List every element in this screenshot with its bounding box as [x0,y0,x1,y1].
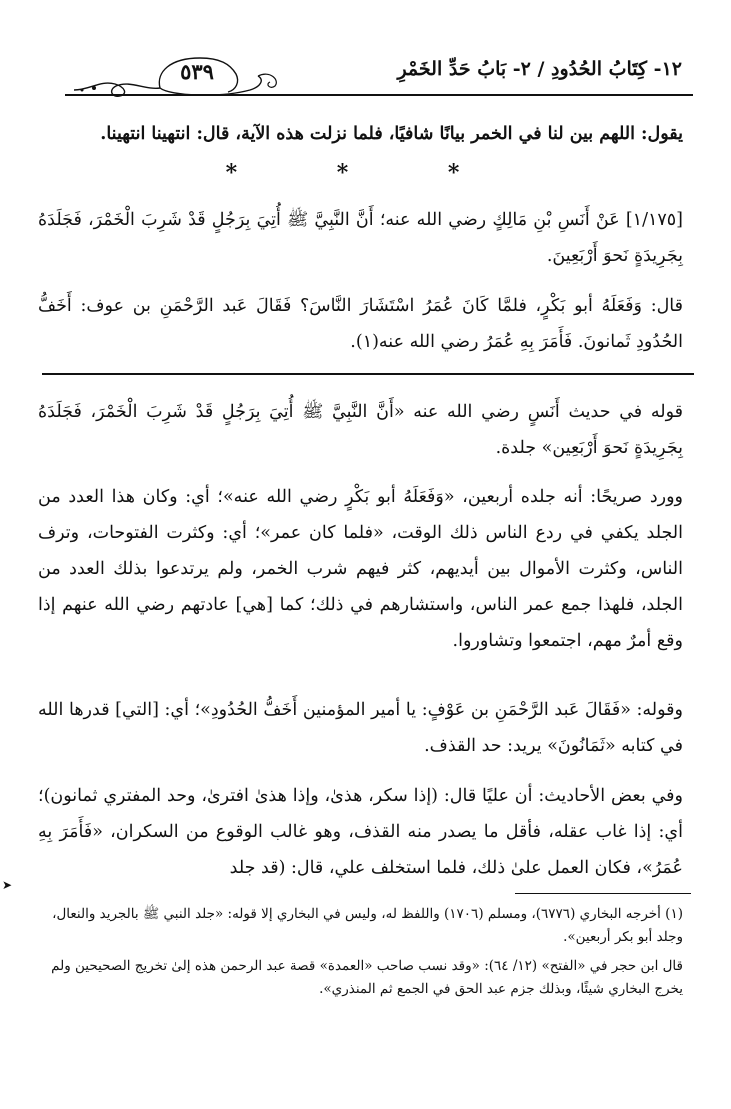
hadith-text: [١/١٧٥] عَنْ أَنَسِ بْنِ مَالِكٍ رضي الله عنه؛ أَنَّ النَّبِيَّ ﷺ أُتِيَ بِرَجُلٍ قَدْ شَرِبَ الْخَمْرَ، فَجَلَدَهُ بِجَرِيدَةٍ نَحوَ أَرْبَعِينَ. [38,210,683,266]
commentary-paragraph-3: وقوله: «فَقَالَ عَبد الرَّحْمَنِ بن عَوْفٍ: يا أمير المؤمنين أَخَفُّ الحُدُودِ»؛ أي: [التي] قدرها الله في كتابه «ثَمَانُونَ» يريد: حد القذف. [38,700,683,756]
footnote-2: قال ابن حجر في «الفتح» (١٢/ ٦٤): «وقد نسب صاحب «العمدة» قصة عبد الرحمن هذه إلىٰ تخريج الصحيحين ولم يخرج البخاري شيئًا، وبذلك جزم عبد الحق في الجمع ثم المنذري». [51,958,683,997]
margin-arrow-icon: ➤ [2,878,13,892]
hadith-continuation: قال: وَفَعَلَهُ أبو بَكْرٍ، فلمَّا كَانَ عُمَرُ اسْتَشَارَ النَّاسَ؟ فَقَالَ عَبد الرَّحْمَنِ بن عوف: أَخَفُّ الحُدُودِ ثَمانونَ. فَأَمَرَ بِهِ عُمَرُ رضي الله عنه(١). [38,296,683,352]
footnote-1: (١) أخرجه البخاري (٦٧٧٦)، ومسلم (١٧٠٦) واللفظ له، وليس في البخاري إلا قوله: «جلد النبي ﷺ بالجريد والنعال، وجلد أبو بكر أربعين». [52,906,683,945]
section-separator: * * * [225,160,506,186]
header-rule [65,94,693,96]
commentary-paragraph-1: قوله في حديث أَنَسٍ رضي الله عنه «أَنَّ النَّبِيَّ ﷺ أُتِيَ بِرَجُلٍ قَدْ شَرِبَ الْخَمْرَ، فَجَلَدَهُ بِجَرِيدَةٍ نَحوَ أَرْبَعِين» جلدة. [38,402,683,458]
page-number: ٥٣٩ [180,59,214,84]
commentary-paragraph-2: وورد صريحًا: أنه جلده أربعين، «وَفَعَلَهُ أبو بَكْرٍ رضي الله عنه»؛ أي: وكان هذا العدد من الجلد يكفي في ردع الناس ذلك الوقت، «فلما كان عمر»؛ أي: وكثرت الفتوحات، وترف الناس، وكثرت الأموال بين أيديهم، كثر فيهم شرب الخمر، ولم يرتدعوا بذلك العدد من الجلد، فلهذا جمع عمر الناس، واستشارهم في ذلك؛ كما [هي] عادتهم رضي الله عنهم إذا وقع أمرٌ مهم، اجتمعوا وتشاوروا. [38,487,683,651]
commentary-paragraph-4: وفي بعض الأحاديث: أن عليًا قال: (إذا سكر، هذىٰ، وإذا هذىٰ افترىٰ، وحد المفتري ثمانون)؛ أي: إذا غاب عقله، فأقل ما يصدر منه القذف، وهو غالب الوقوع من السكران، «فَأَمَرَ بِهِ عُمَرُ»، فكان العمل علىٰ ذلك، فلما استخلف علي، قال: (قد جلد [38,786,683,878]
running-header [60,50,690,100]
intro-paragraph: يقول: اللهم بين لنا في الخمر بيانًا شافيًا، فلما نزلت هذه الآية، قال: انتهينا انتهينا. [100,124,683,144]
chapter-title: ١٢- كِتَابُ الحُدُودِ / ٢- بَابُ حَدِّ الخَمْرِ [397,58,682,80]
commentary-divider [42,373,694,375]
footnote-rule [515,893,691,894]
